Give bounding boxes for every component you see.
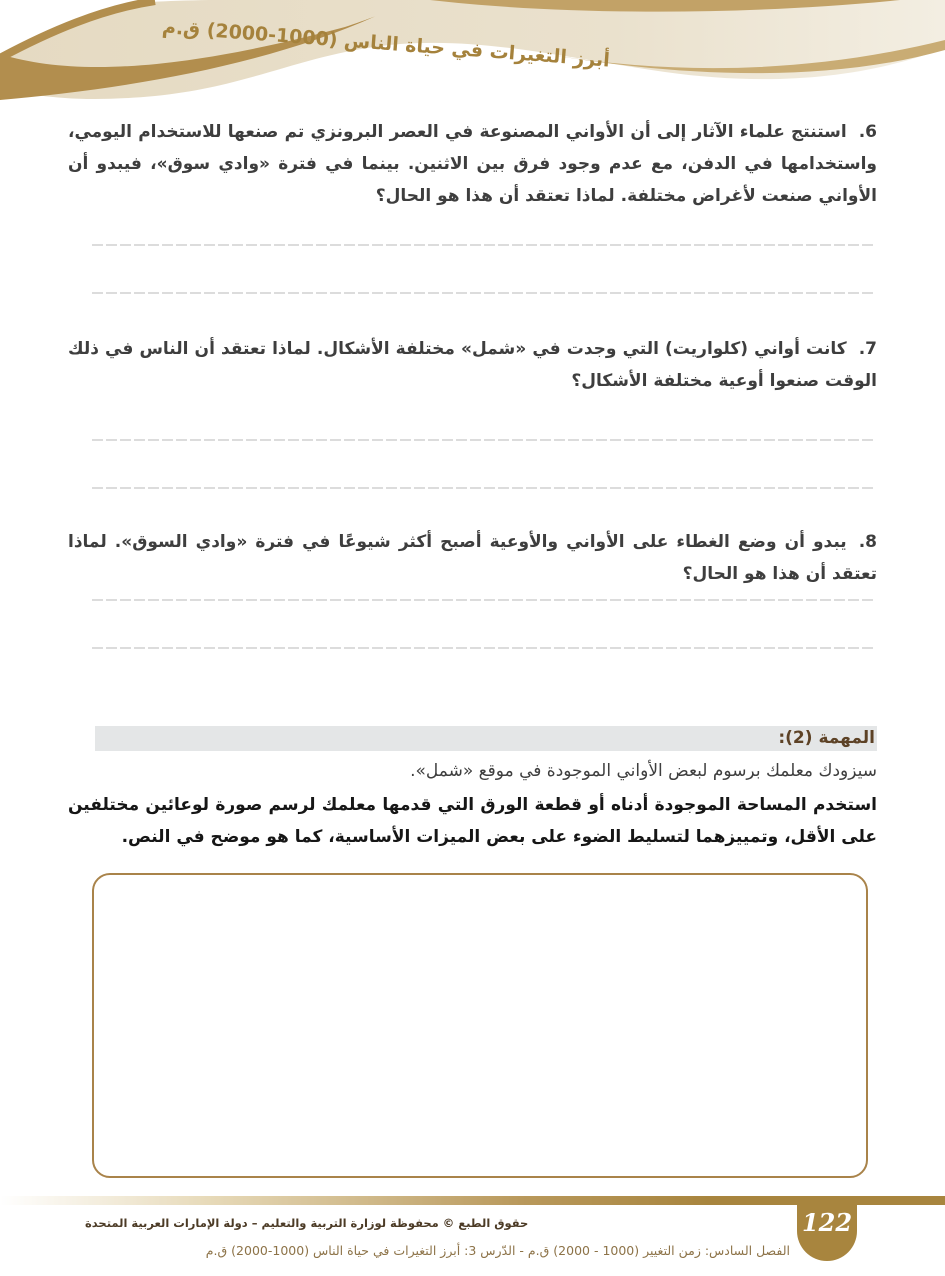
chapter-lesson-text: الفصل السادس: زمن التغيير (1000 - 2000) ق.م - الدّرس 3: أبرز التغيرات في حياة الناس (1000-2000) ق.م xyxy=(205,1243,790,1258)
answer-line xyxy=(92,647,873,649)
question-number: 7. xyxy=(858,339,877,359)
question-number: 6. xyxy=(858,122,877,142)
copyright-text: حقوق الطبع © محفوظة لوزارة التربية والتعليم – دولة الإمارات العربية المتحدة xyxy=(85,1216,529,1230)
task-header-bar xyxy=(95,726,877,751)
page-number: 122 xyxy=(801,1208,853,1237)
question-text: استنتج علماء الآثار إلى أن الأواني المصنوعة في العصر البرونزي تم صنعها للاستخدام اليومي، واستخدامها في الدفن، مع عدم وجود فرق بين الاثنين. بينما في فترة «وادي سوق»، فيبدو أن الأواني صنعت لأغراض مختلفة. لماذا تعتقد أن هذا هو الحال؟ xyxy=(68,122,877,206)
lesson-title: أبرز التغيرات في حياة الناس (1000-2000) ق.م xyxy=(161,16,611,72)
drawing-area xyxy=(92,873,868,1178)
question-item-6 xyxy=(68,116,877,212)
question-text: كانت أواني (كلواريت) التي وجدت في «شمل» مختلفة الأشكال. لماذا تعتقد أن الناس في ذلك الوقت صنعوا أوعية مختلفة الأشكال؟ xyxy=(68,339,877,391)
answer-line xyxy=(92,599,873,601)
task-intro-text: سيزودك معلمك برسوم لبعض الأواني الموجودة في موقع «شمل». xyxy=(410,761,877,781)
answer-line xyxy=(92,487,873,489)
question-item-7 xyxy=(68,333,877,397)
task-title: المهمة (2): xyxy=(778,728,875,748)
question-number: 8. xyxy=(858,532,877,552)
answer-line xyxy=(92,292,873,294)
answer-line xyxy=(92,439,873,441)
page-number-badge xyxy=(797,1199,857,1261)
task-instruction-text: استخدم المساحة الموجودة أدناه أو قطعة الورق التي قدمها معلمك لرسم صورة لوعائين مختلفين على الأقل، وتمييزهما لتسليط الضوء على بعض الميزات الأساسية، كما هو موضح في النص. xyxy=(68,795,877,847)
question-item-8 xyxy=(68,526,877,590)
answer-line xyxy=(92,244,873,246)
question-text: يبدو أن وضع الغطاء على الأواني والأوعية أصبح أكثر شيوعًا في فترة «وادي السوق». لماذا تعتقد أن هذا هو الحال؟ xyxy=(68,532,877,584)
